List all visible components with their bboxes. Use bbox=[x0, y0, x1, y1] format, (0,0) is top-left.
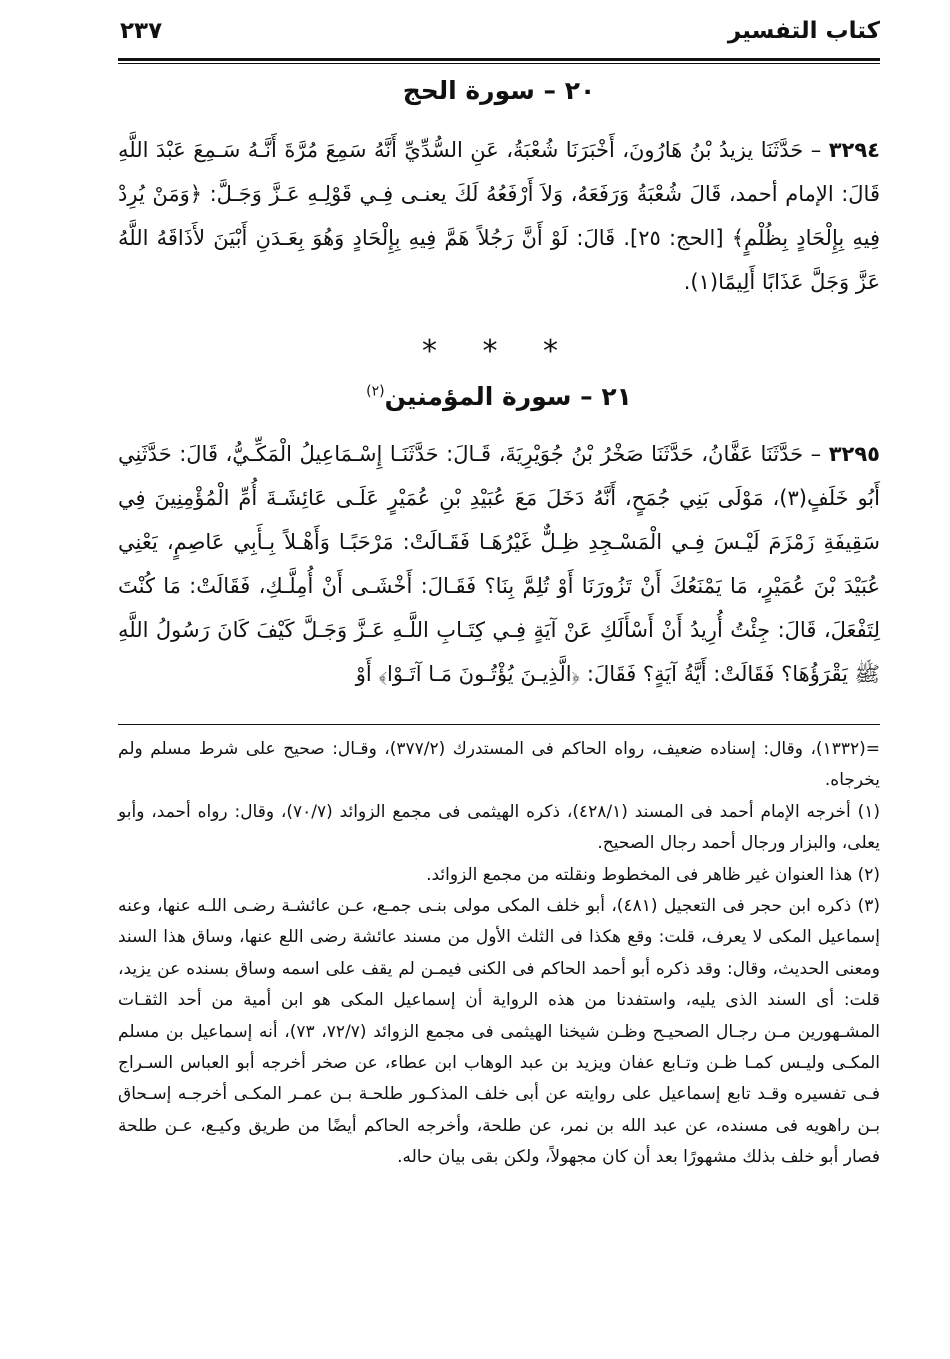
hadith-3295 bbox=[118, 432, 880, 696]
section-title-muminun bbox=[118, 382, 880, 411]
section-title-text: ٢١ – سورة المؤمنين bbox=[384, 382, 632, 411]
footnote-marker: (٢) bbox=[366, 383, 385, 400]
footnote-1: (١) أخرجه الإمام أحمد فى المسند (٤٢٨/١)، ذكره الهيثمى فى مجمع الزوائد (٧٠/٧)، وقال: رواه أحمد، وأبو يعلى، والبزار ورجال أحمد رجال الصحيح. bbox=[118, 801, 880, 854]
running-title: كتاب التفسير bbox=[727, 18, 880, 44]
hadith-number: ٣٢٩٤ bbox=[828, 138, 880, 162]
footnotes bbox=[118, 734, 880, 1174]
page-header bbox=[120, 14, 880, 54]
footnote-continuation: =(١٣٣٢)، وقال: إسناده ضعيف، رواه الحاكم فى المستدرك (٣٧٧/٢)، وقـال: صحيح على شرط مسلم ولم يخرجاه. bbox=[118, 739, 880, 791]
hadith-text: – حَدَّثَنَا يزيدُ بْنُ هَارُونَ، أَخْبَرَنَا شُعْبَةُ، عَنِ السُّدِّيِّ أَنَّهُ سَمِعَ مُرَّةَ أَنَّـهُ سَـمِعَ عَبْدَ اللَّهِ قَالَ: الإمام أحمد، قَالَ شُعْبَةُ وَرَفَعَهُ، وَلاَ أَرْفَعُهُ لَكَ يعنـى فِـي قَوْلِـهِ عَـزَّ وَجَـلَّ: ﴿وَمَنْ يُرِدْ فِيهِ بِإِلْحَادٍ بِظُلْمٍ﴾ [الحج: ٢٥]. قَالَ: لَوْ أَنَّ رَجُلاً هَمَّ فِيهِ بِإِلْحَادٍ وَهُوَ بِعَـدَنِ أَبْيَنَ لأَذَاقَهُ اللَّهُ عَزَّ وَجَلَّ عَذَابًا أَلِيمًا(١). bbox=[118, 138, 881, 294]
page-number: ٢٣٧ bbox=[120, 18, 163, 44]
header-rule-thin bbox=[118, 63, 880, 64]
section-separator: * * * bbox=[421, 334, 577, 369]
section-title-text: ٢٠ – سورة الحج bbox=[402, 76, 596, 105]
hadith-text: – حَدَّثَنَا عَفَّانُ، حَدَّثَنَا صَخْرُ بْنُ جُوَيْرِيَةَ، قَـالَ: حَدَّثَنَـا إِسْـمَاعِيلُ الْمَكِّـيُّ، قَالَ: حَدَّثَنِي أَبُو خَلَفٍ(٣)، مَوْلَى بَنِي جُمَحٍ، أَنَّهُ دَخَلَ مَعَ عُبَيْدِ بْنِ عُمَيْرٍ عَلَـى عَائِشَـةَ أُمِّ الْمُؤْمِنِينَ فِي سَقِيفَةِ زَمْزَمَ لَيْـسَ فِـي الْمَسْـجِدِ ظِـلٌّ غَيْرُهَـا فَقَـالَتْ: مَرْحَبًـا وَأَهْـلاً بِـأَبِي عَاصِمٍ، يَعْنِي عُبَيْدَ بْنَ عُمَيْرٍ، مَا يَمْنَعُكَ أَنْ تَزُورَنَا أَوْ تُلِمَّ بِنَا؟ فَقَـالَ: أَخْشَـى أَنْ أُمِلَّـكِ، فَقَالَتْ: مَا كُنْتَ لِتَفْعَلَ، قَالَ: جِئْتُ أُرِيدُ أَنْ أَسْأَلَكِ عَنْ آيَةٍ فِـي كِتَـابِ اللَّـهِ عَـزَّ وَجَـلَّ كَيْفَ كَانَ رَسُولُ اللَّهِ ﷺ يَقْرَؤُهَا؟ فَقَالَتْ: أَيَّةُ آيَةٍ؟ فَقَالَ: ﴿الَّذِيـنَ يُؤْتُـونَ مَـا آتَـوْا﴾ أَوْ bbox=[118, 442, 880, 686]
footnote-2: (٢) هذا العنوان غير ظاهر فى المخطوط ونقلته من مجمع الزوائد. bbox=[426, 864, 880, 885]
hadith-number: ٣٢٩٥ bbox=[828, 442, 880, 466]
hadith-3294 bbox=[118, 128, 880, 304]
section-title-hajj bbox=[118, 76, 880, 105]
footnote-3: (٣) ذكره ابن حجر فى التعجيل (٤٨١)، أبو خلف المكى مولى بنـى جمـع، عـن عائشـة رضـى اللـه عنها، وعنه إسماعيل المكى لا يعرف، قلت: وقع هكذا فى الثلث الأول من مسند عائشة رضى اللع عنها، وساق هذا السند ومعنى الحديث، وقال: وقد ذكره أبو أحمد الحاكم فى الكنى فيمـن لم يقف على اسمه وساق بسنده عن يزيد، قلت: أى السند الذى يليه، واستفدنا من هذه الرواية أن إسماعيل المكى هو ابن أمية من أحد الثقـات المشـهورين مـن رجـال الصحيـح وظـن شيخنا الهيثمى فى مجمع الزوائد (٧٢/٧، ٧٣)، أنه إسماعيل بن مسلم المكـى وليـس كمـا ظـن وتـابع عفان ويزيد بن عبد الوهاب ابن عطاء، عن صخر أخرجه أبو العباس السـراج فـى تفسيره وقـد تابع إسماعيل على روايته عن أبى خلف المذكـور طلحـة بـن عمـر المكـى أخرجـه إسـحاق بـن راهويه فى مسنده، عن عبد الله بن نمر، عن طلحة، وأخرجه الحاكم أيضًا من طريق وكيـع، عـن طلحة فصار أبو خلف بذلك مشهورًا بعد أن كان مجهولاً، ولكن بقى بيان حاله. bbox=[118, 896, 881, 1168]
footnote-rule bbox=[118, 724, 880, 725]
header-rule bbox=[118, 58, 880, 61]
